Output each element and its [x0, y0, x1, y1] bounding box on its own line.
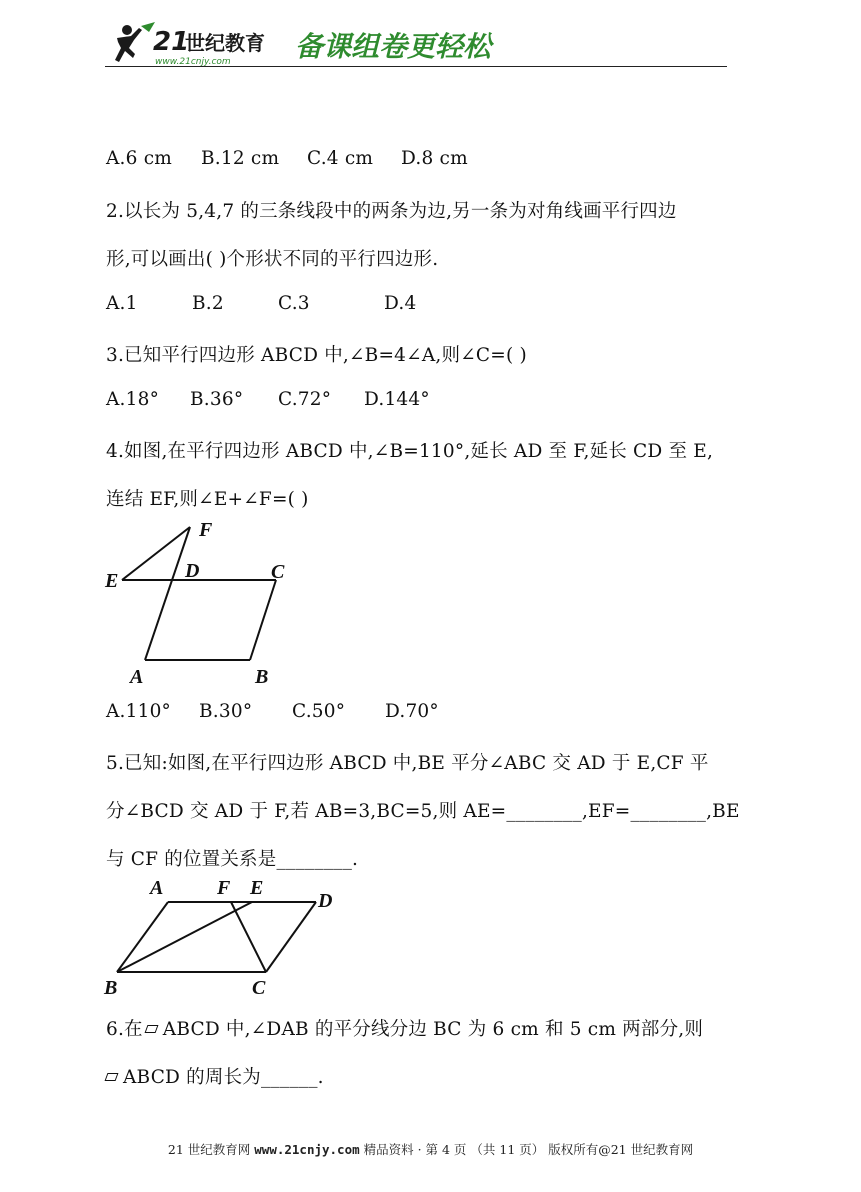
- fig5-label-A: A: [150, 877, 164, 899]
- q6-line-1-text: ABCD 中,∠DAB 的平分线分边 BC 为 6 cm 和 5 cm 两部分,则: [162, 1019, 704, 1040]
- fig5-segment-AB: [117, 902, 168, 972]
- logo-graphic: [105, 18, 525, 70]
- runner-icon: [115, 22, 155, 62]
- fig5-segment-CF: [231, 902, 266, 972]
- q2-option-d: D.4: [384, 293, 417, 314]
- fig4-label-C: C: [271, 561, 285, 583]
- fig5-segment-BE: [117, 902, 252, 972]
- q4-option-d: D.70°: [385, 701, 439, 722]
- q2-option-b: B.2: [192, 293, 224, 314]
- figure-q5: [100, 872, 350, 1002]
- q6-line-2-text: ABCD 的周长为______.: [123, 1067, 324, 1088]
- fig4-label-B: B: [255, 666, 269, 688]
- footer-url[interactable]: www.21cnjy.com: [254, 1142, 360, 1157]
- fig4-label-F: F: [199, 519, 213, 541]
- fig4-label-A: A: [130, 666, 144, 688]
- q4-option-a: A.110°: [106, 701, 172, 722]
- q6-prefix: 6.在: [106, 1019, 143, 1040]
- parallelogram-icon: [144, 1025, 158, 1033]
- header-rule: [105, 66, 727, 67]
- q3-option-b: B.36°: [190, 389, 244, 410]
- q4-options: [106, 701, 439, 722]
- q1-option-a: A.6 cm: [106, 148, 172, 169]
- footer-info: 精品资料 · 第 4 页 （共 11 页） 版权所有@21 世纪教育网: [363, 1142, 694, 1157]
- fig5-label-F: F: [217, 877, 231, 899]
- fig4-segment-EF: [122, 527, 190, 580]
- q3-option-c: C.72°: [278, 389, 332, 410]
- figure-q4: [100, 515, 300, 690]
- q1-option-d: D.8 cm: [401, 148, 468, 169]
- fig4-segment-AF: [145, 527, 190, 660]
- fig5-label-E: E: [250, 877, 264, 899]
- fig4-label-D: D: [185, 560, 200, 582]
- q5-line-2: 分∠BCD 交 AD 于 F,若 AB=3,BC=5,则 AE=________,EF=________,BE: [106, 801, 740, 822]
- fig5-label-D: D: [318, 890, 333, 912]
- fig4-label-E: E: [105, 570, 119, 592]
- q2-options: [106, 293, 416, 314]
- q3-options: [106, 389, 430, 410]
- page-header: [105, 18, 727, 70]
- q3-option-d: D.144°: [364, 389, 430, 410]
- q5-line-1: 5.已知:如图,在平行四边形 ABCD 中,BE 平分∠ABC 交 AD 于 E,CF 平: [106, 753, 709, 774]
- q1-option-c: C.4 cm: [307, 148, 374, 169]
- logo-cn: 世纪教育: [185, 31, 265, 55]
- q6-line-2: [106, 1063, 324, 1089]
- parallelogram-icon: [105, 1073, 119, 1081]
- q2-line-1: 2.以长为 5,4,7 的三条线段中的两条为边,另一条为对角线画平行四边: [106, 201, 677, 222]
- fig5-label-B: B: [104, 977, 118, 999]
- fig5-label-C: C: [252, 977, 266, 999]
- q1-options: [106, 148, 468, 169]
- q1-option-b: B.12 cm: [201, 148, 280, 169]
- logo-number: 21: [153, 27, 190, 57]
- q2-line-2: 形,可以画出( )个形状不同的平行四边形.: [106, 249, 439, 270]
- q2-option-a: A.1: [106, 293, 138, 314]
- q4-line-2: 连结 EF,则∠E+∠F=( ): [106, 489, 309, 510]
- q3-line-1: 3.已知平行四边形 ABCD 中,∠B=4∠A,则∠C=( ): [106, 345, 527, 366]
- q6-line-1: [106, 1015, 703, 1041]
- q2-option-c: C.3: [278, 293, 310, 314]
- fig4-segment-CB: [250, 580, 276, 660]
- q4-line-1: 4.如图,在平行四边形 ABCD 中,∠B=110°,延长 AD 至 F,延长 CD 至 E,: [106, 441, 714, 462]
- fig5-segment-CD: [266, 902, 316, 972]
- logo-url: www.21cnjy.com: [155, 57, 231, 67]
- page-footer: [0, 1140, 861, 1158]
- footer-site: 21 世纪教育网: [167, 1142, 251, 1157]
- q4-option-c: C.50°: [292, 701, 346, 722]
- slogan: 备课组卷更轻松: [295, 30, 492, 63]
- q4-option-b: B.30°: [199, 701, 253, 722]
- q3-option-a: A.18°: [106, 389, 160, 410]
- q5-line-3: 与 CF 的位置关系是________.: [106, 849, 359, 870]
